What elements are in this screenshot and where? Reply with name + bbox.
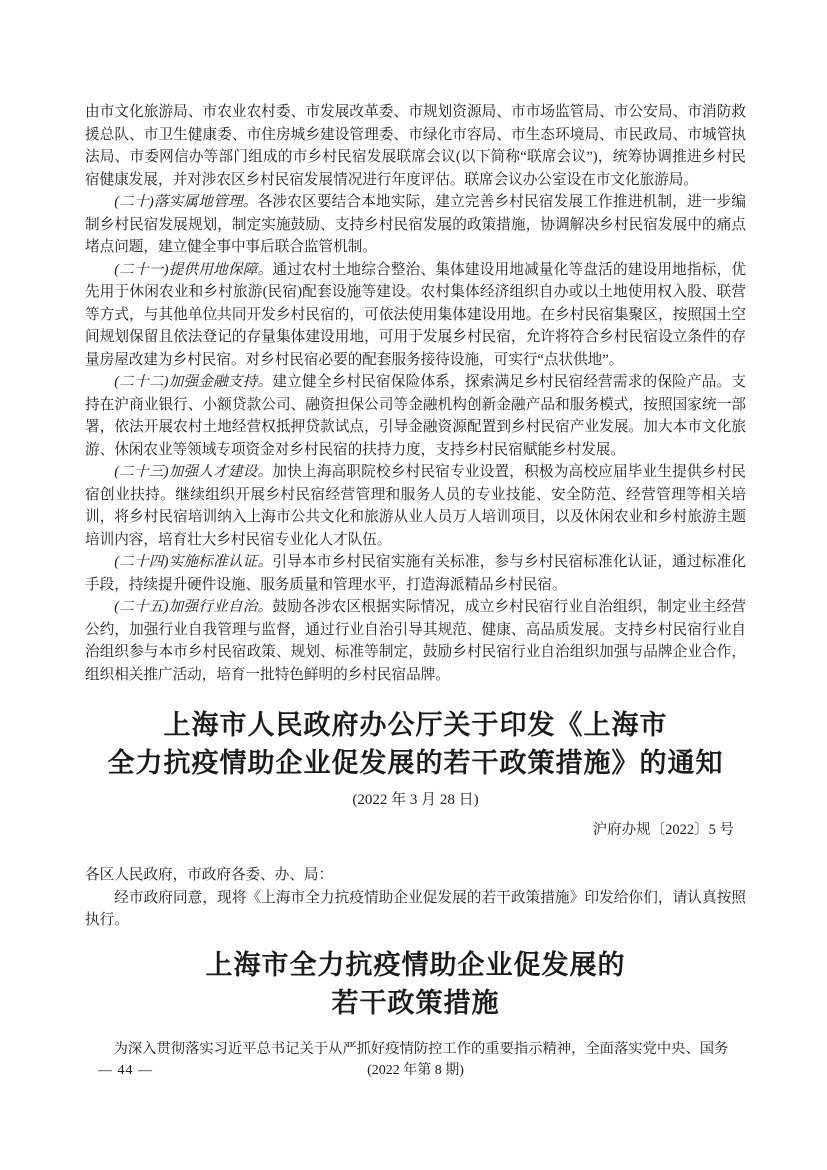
paragraph-text: 加快上海高职院校乡村民宿专业设置，积极为高校应届毕业生提供乡村民宿创业扶持。继续组织开展乡村民宿经营管理和服务人员的专业技能、安全防范、经营管理等相关培训，将乡村民宿培训纳入上海市公共文化和旅游从业人员万人培训项目，以及休闲农业和乡村旅游主题培训内容，培育壮大乡村民宿专业化人才队伍。: [85, 464, 746, 548]
document-content: [85, 0, 746, 1060]
document-number: 沪府办规〔2022〕5 号: [592, 822, 734, 838]
notice-title-line1: 上海市人民政府办公厅关于印发《上海市: [163, 710, 668, 740]
section-lead: (二十三)加强人才建设。: [114, 464, 273, 480]
section-lead: (二十五)加强行业自治。: [114, 599, 273, 615]
page-footer: [85, 1060, 746, 1084]
paragraph-text: 各涉农区要结合本地实际，建立完善乡村民宿发展工作推进机制，进一步编制乡村民宿发展规划，制定实施鼓励、支持乡村民宿发展的政策措施，协调解决乡村民宿发展中的痛点堵点问题，建立健全事中事后联合监管机制。: [85, 194, 746, 255]
salutation: 各区人民政府，市政府各委、办、局：: [85, 867, 334, 883]
policy-title-line2: 若干政策措施: [331, 987, 500, 1018]
notice-title: [85, 706, 746, 782]
page-number: — 44 —: [98, 1063, 153, 1078]
paragraph-text: 鼓励各涉农区根据实际情况，成立乡村民宿行业自治组织，制定业主经营公约，加强行业自我管理与监督，通过行业自治引导其规范、健康、高品质发展。支持乡村民宿行业自治组织参与本市乡村民宿政策、规划、标准等制定，鼓励乡村民宿行业自治组织加强与品牌企业合作，组织相关推广活动，培育一批特色鲜明的乡村民宿品牌。: [85, 599, 746, 683]
policy-title-line1: 上海市全力抗疫情助企业促发展的: [205, 949, 626, 980]
policy-title: [85, 946, 746, 1022]
paragraph-text: 由市文化旅游局、市农业农村委、市发展改革委、市规划资源局、市市场监管局、市公安局、市消防救援总队、市卫生健康委、市住房城乡建设管理委、市绿化市容局、市生态环境局、市民政局、市城管执法局、市委网信办等部门组成的市乡村民宿发展联席会议(以下简称“联席会议”)，统筹协调推进乡村民宿健康发展，并对涉农区乡村民宿发展情况进行年度评估。联席会议办公室设在市文化旅游局。: [85, 104, 746, 188]
body-paragraph: [85, 596, 746, 686]
body-paragraph: [85, 259, 746, 372]
notice-body: 经市政府同意，现将《上海市全力抗疫情助企业促发展的若干政策措施》印发给你们，请认真按照执行。: [85, 889, 746, 928]
paragraph-text: 建立健全乡村民宿保险体系，探索满足乡村民宿经营需求的保险产品。支持在沪商业银行、小额贷款公司、融资担保公司等金融机构创新金融产品和服务模式，按照国家统一部署，依法开展农村土地经营权抵押贷款试点，引导金融资源配置到乡村民宿产业发展。加大本市文化旅游、休闲农业等领域专项资金对乡村民宿的扶持力度，支持乡村民宿赋能乡村发展。: [85, 374, 746, 458]
section-lead: (二十)落实属地管理。: [114, 194, 258, 210]
body-paragraph: [85, 101, 746, 191]
section-lead: (二十一)提供用地保障。: [114, 261, 273, 278]
body-paragraph: [85, 551, 746, 596]
body-paragraph: [85, 461, 746, 551]
notice-title-line2: 全力抗疫情助企业促发展的若干政策措施》的通知: [107, 748, 724, 778]
issue-label: (2022 年第 8 期): [367, 1063, 464, 1078]
section-lead: (二十四)实施标准认证。: [114, 554, 273, 570]
paragraph-text: 通过农村土地综合整治、集体建设用地减量化等盘活的建设用地指标，优先用于休闲农业和乡村旅游(民宿)配套设施等建设。农村集体经济组织自办或以土地使用权入股、联营等方式，与其他单位共同开发乡村民宿的，可依法使用集体建设用地。在乡村民宿集聚区，按照国土空间规划保留且依法登记的存量集体建设用地，可用于发展乡村民宿，允许将符合乡村民宿设立条件的存量房屋改建为乡村民宿。对乡村民宿必要的配套服务接待设施，可实行“点状供地”。: [85, 261, 746, 368]
notice-date: (2022 年 3 月 28 日): [352, 792, 479, 808]
policy-intro: 为深入贯彻落实习近平总书记关于从严抓好疫情防控工作的重要指示精神，全面落实党中央、国务: [113, 1040, 729, 1057]
section-lead: (二十二)加强金融支持。: [114, 374, 273, 390]
paragraph-text: 引导本市乡村民宿实施有关标准，参与乡村民宿标准化认证，通过标准化手段，持续提升硬件设施、服务质量和管理水平，打造海派精品乡村民宿。: [85, 554, 746, 593]
body-paragraph: [85, 371, 746, 461]
body-paragraph: [85, 191, 746, 259]
